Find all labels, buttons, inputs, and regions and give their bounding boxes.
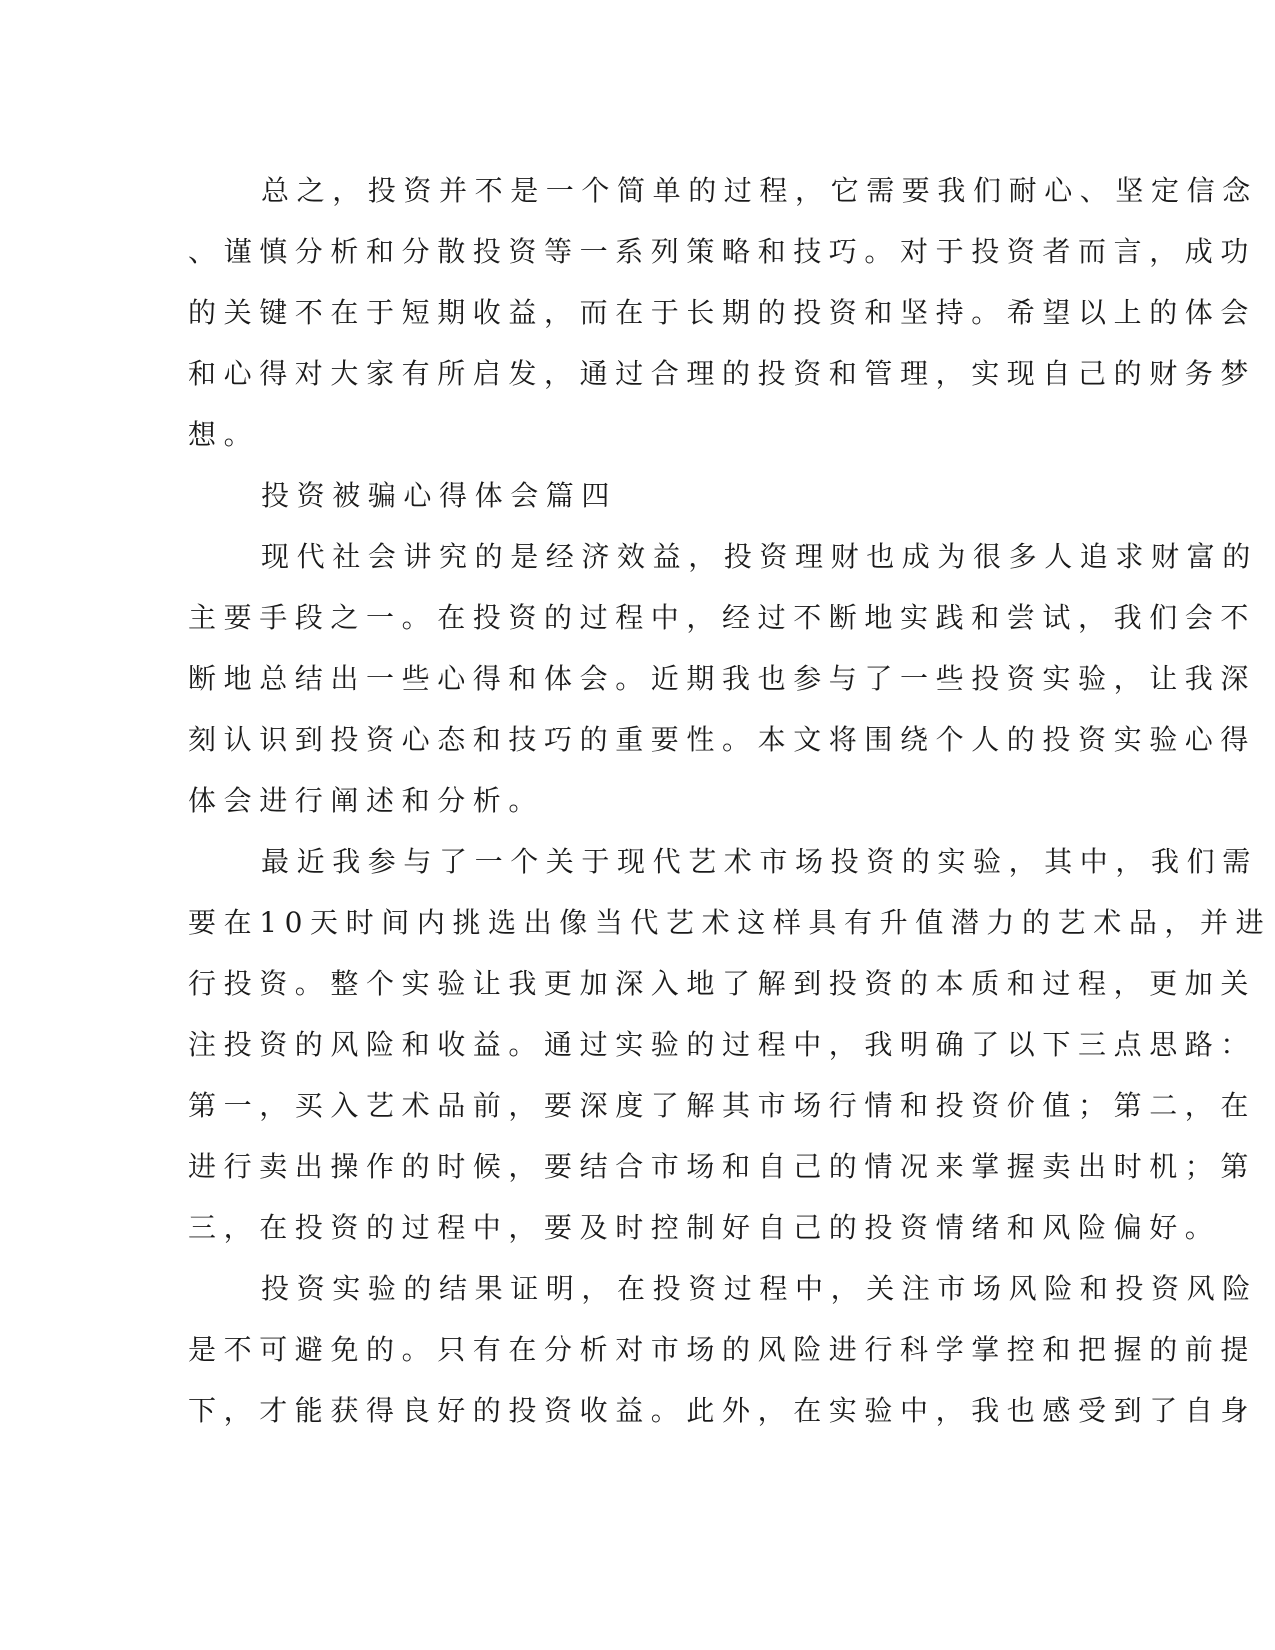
paragraph-line: 的关键不在于短期收益，而在于长期的投资和坚持。希望以上的体会 [188,296,1257,329]
paragraph-line: 现代社会讲究的是经济效益，投资理财也成为很多人追求财富的 [261,540,1258,573]
paragraph-line: 断地总结出一些心得和体会。近期我也参与了一些投资实验，让我深 [188,662,1257,695]
paragraph-line: 投资实验的结果证明，在投资过程中，关注市场风险和投资风险 [261,1272,1258,1305]
paragraph-line: 体会进行阐述和分析。 [188,784,545,817]
paragraph-line: 注投资的风险和收益。通过实验的过程中，我明确了以下三点思路： [188,1028,1257,1061]
paragraph-line: 要在10天时间内挑选出像当代艺术这样具有升值潜力的艺术品，并进 [188,906,1272,939]
paragraph-line: 、谨慎分析和分散投资等一系列策略和技巧。对于投资者而言，成功 [188,235,1257,268]
paragraph-line: 想。 [188,418,260,451]
paragraph-line: 三，在投资的过程中，要及时控制好自己的投资情绪和风险偏好。 [188,1211,1221,1244]
paragraph-line: 总之，投资并不是一个简单的过程，它需要我们耐心、坚定信念 [261,174,1258,207]
paragraph-line: 是不可避免的。只有在分析对市场的风险进行科学掌控和把握的前提 [188,1333,1257,1366]
paragraph-line: 最近我参与了一个关于现代艺术市场投资的实验，其中，我们需 [261,845,1258,878]
paragraph-line: 和心得对大家有所启发，通过合理的投资和管理，实现自己的财务梦 [188,357,1257,390]
paragraph-line: 下，才能获得良好的投资收益。此外，在实验中，我也感受到了自身 [188,1394,1257,1427]
paragraph-line: 行投资。整个实验让我更加深入地了解到投资的本质和过程，更加关 [188,967,1257,1000]
paragraph-line: 第一，买入艺术品前，要深度了解其市场行情和投资价值；第二，在 [188,1089,1257,1122]
paragraph-line: 刻认识到投资心态和技巧的重要性。本文将围绕个人的投资实验心得 [188,723,1257,756]
paragraph-line: 进行卖出操作的时候，要结合市场和自己的情况来掌握卖出时机；第 [188,1150,1257,1183]
document-body [188,160,1272,1441]
paragraph-line: 主要手段之一。在投资的过程中，经过不断地实践和尝试，我们会不 [188,601,1257,634]
section-heading: 投资被骗心得体会篇四 [261,479,618,512]
